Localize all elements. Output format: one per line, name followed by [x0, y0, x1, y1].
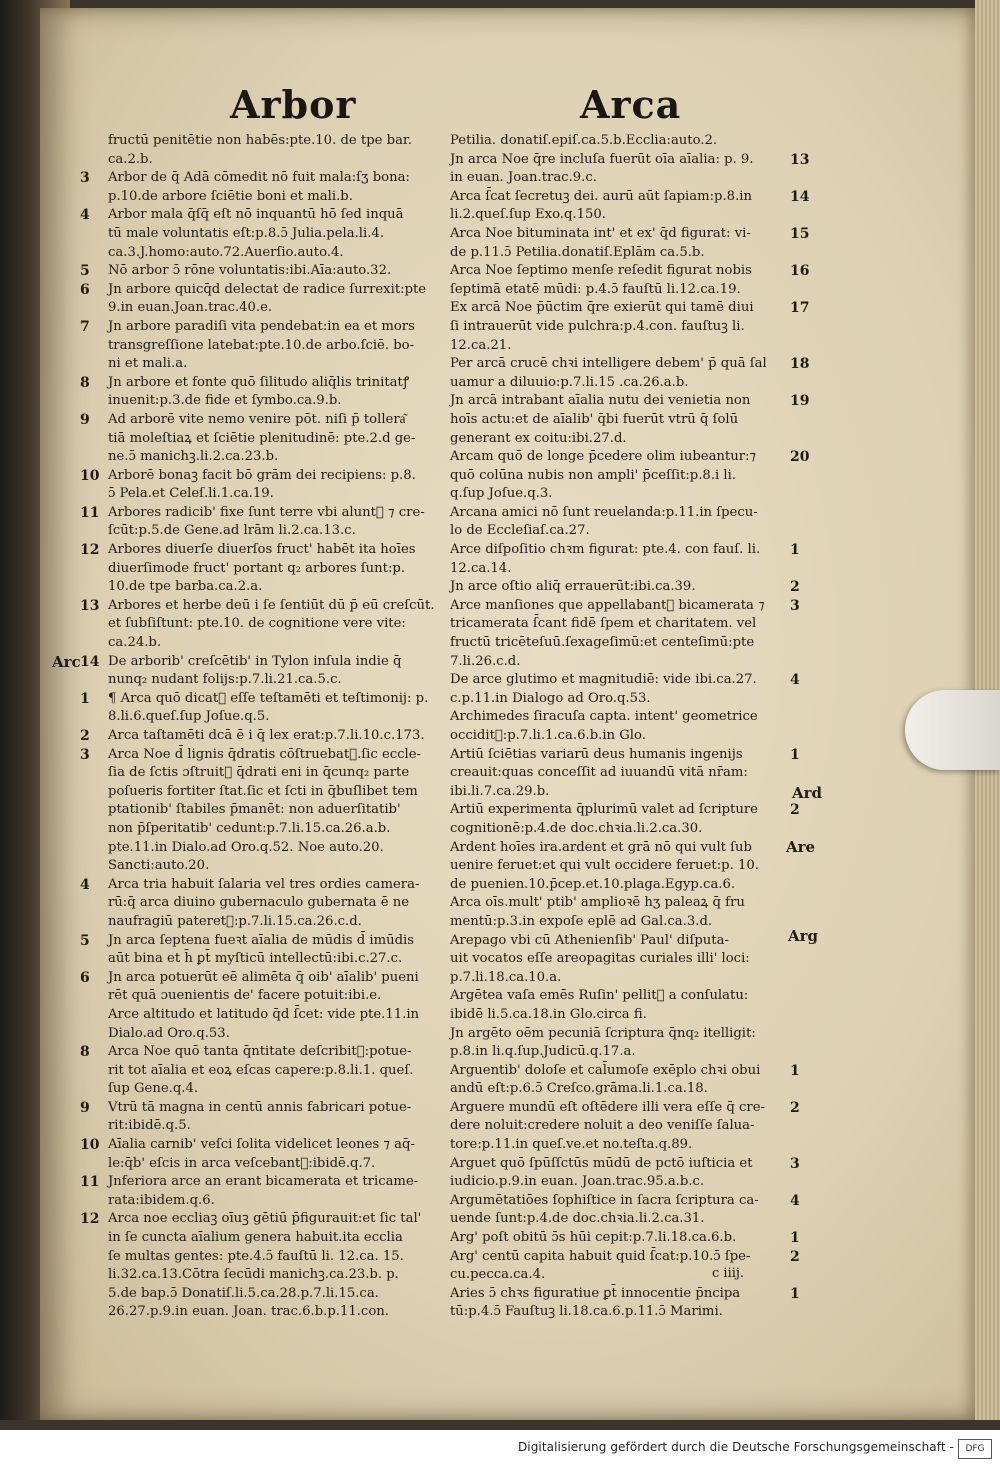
entry-line: ſup Gene.q.4.: [108, 1081, 199, 1097]
entry-line: Jn arbore quicq̄d delectat de radice ſurrexit:pte: [108, 281, 427, 297]
entry-line: Arguentib' doloſe et cal̄umoſe exēplo chꝛi obui: [450, 1062, 761, 1078]
entry-line: 9.in euan.Joan.trac.40.e.: [108, 300, 273, 316]
entry-line: tricamerata ſ̄cant fidē ſpem et charitatem. vel: [450, 616, 757, 632]
index-entry: [450, 671, 800, 708]
index-entry: [80, 969, 438, 1006]
entry-line: Arca Noe quō tanta q̄ntitate deſcribit᷑:potue-: [108, 1044, 412, 1060]
entry-line: in ſe cuncta aīalium genera habuit.ita ecclia: [108, 1230, 403, 1246]
index-entry: [450, 299, 810, 355]
entry-line: transgreſſione latebat:pte.10.de arbo.ſciē. bo-: [108, 337, 415, 353]
index-entry: [450, 1192, 800, 1229]
entry-line: Sancti:auto.20.: [108, 858, 210, 874]
entry-line: Jn argēto oēm pecuniā ſcriptura q̄nq₂ itelligit:: [450, 1025, 756, 1041]
entry-line: 10.de tpe barba.ca.2.a.: [108, 579, 263, 595]
entry-line: 26.27.p.9.in euan. Joan. trac.6.b.p.11.con.: [108, 1304, 389, 1320]
entry-line: ɔ̄ Pela.et Celeſ.li.1.ca.19.: [108, 486, 274, 502]
entry-line: poſueris fortiter ſtat.ſic et ſcti in q̄buſlibet tem: [108, 783, 418, 799]
entry-line: 8.li.6.queſ.ſup Joſue.q.5.: [108, 709, 270, 725]
entry-line: Ardent hoīes ira.ardent et grā nō qui vult ſub: [450, 839, 752, 855]
entry-number: 15: [790, 225, 810, 242]
entry-line: Arca Noe d̄ lignis q̄dratis cōſtruebat᷑.ſic eccle-: [108, 746, 421, 762]
entry-line: Aīalia carnib' veſci ſolita videlicet leones ⁊ aq̄-: [108, 1137, 415, 1153]
entry-line: ſeptimā etatē mūdi: p.4.ɔ̄ fauſtū li.12.ca.19.: [450, 281, 741, 297]
entry-number: 13: [80, 597, 100, 614]
entry-line: Jn arce oſtio aliq̄ errauerūt:ibi.ca.39.: [450, 579, 696, 595]
entry-line: De arce glutimo et magnitudiē: vide ibi.ca.27.: [450, 672, 757, 688]
entry-line: Arguere mundū eſt oſtēdere illi vera eſſe q̄ cre-: [450, 1099, 765, 1115]
entry-number: 16: [790, 263, 810, 280]
entry-line: ¶ Arca quō dicat᷑ eſſe teſtamēti et teſtimonij: p.: [108, 690, 429, 706]
entry-line: dere noluit:credere noluit a deo veniſſe ſalua-: [450, 1118, 755, 1134]
entry-line: Artiū experimenta q̄plurimū valet ad ſcripture: [450, 802, 758, 818]
entry-number: 1: [80, 690, 90, 707]
index-entry: [450, 262, 810, 299]
entry-number: 3: [80, 170, 90, 187]
footer-bar: [0, 1430, 1000, 1471]
entry-line: cu.pecca.ca.4.: [450, 1267, 546, 1283]
index-entry: [80, 1210, 438, 1322]
entry-line: mentū:p.3.in expoſe eplē ad Gal.ca.3.d.: [450, 913, 713, 929]
entry-line: Arca taſtamēti dcā ē i q̄ lex erat:p.7.li.10.c.173.: [108, 728, 425, 743]
entry-line: Aries ɔ̄ chꝛs figuratiue ꝑt̄ innocentie p̄ncipa: [450, 1285, 741, 1301]
entry-line: fructū penitētie non habēs:pte.10. de tpe bar.: [108, 133, 412, 148]
entry-number: 4: [80, 876, 90, 893]
index-entry: [80, 727, 438, 746]
index-entry: [450, 392, 810, 448]
index-entry: [80, 206, 438, 262]
entry-number: 6: [80, 281, 90, 298]
entry-line: li.32.ca.13.Cōtra ſecūdi manichꝫ.ca.23.b. p.: [108, 1267, 399, 1283]
signature-mark: c iiij.: [712, 1266, 745, 1281]
entry-line: non p̄ſperitatib' cedunt:p.7.li.15.ca.26.a.b.: [108, 820, 391, 836]
entry-line: tū:p.4.ɔ̄ Fauſtuꝫ li.18.ca.6.p.11.ɔ̄ Marimi.: [450, 1304, 723, 1320]
index-entry: [80, 597, 438, 653]
entry-line: nunq₂ nudant folijs:p.7.li.21.ca.5.c.: [108, 672, 342, 688]
entry-line: Arbores radicib' fixe ſunt terre vbi alunt᷑ ⁊ cre-: [108, 504, 425, 520]
index-entry: [80, 318, 438, 374]
entry-number: 1: [790, 1285, 800, 1302]
index-entry: [450, 1062, 800, 1099]
index-entry: [80, 504, 438, 541]
entry-number: 9: [80, 1099, 90, 1116]
entry-line: Jn arbore paradiſi vita pendebat:in ea et mors: [108, 318, 415, 334]
entry-number: 13: [790, 151, 810, 168]
entry-line: de p.11.ɔ̄ Petilia.donatiſ.Eplām ca.5.b.: [450, 244, 705, 260]
entry-line: Jn arca ſeptena fueꝛt aīalia de mūdis d̄ imūdis: [108, 932, 415, 948]
entry-number: 17: [790, 300, 810, 317]
entry-line: Arbor de q̄ Adā cōmedit nō fuit mala:ſʒ bona:: [108, 170, 410, 186]
index-entry: [80, 374, 438, 411]
entry-line: Arborē bonaꝫ facit bō grām dei recipiens: p.8.: [108, 467, 416, 483]
entry-line: Vtrū tā magna in centū annis fabricari potue-: [108, 1099, 412, 1115]
entry-line: Petilia. donatiſ.epiſ.ca.5.b.Ecclia:auto.2.: [450, 133, 718, 148]
entry-line: ſcūt:p.5.de Gene.ad lrām li.2.ca.13.c.: [108, 523, 356, 539]
entry-line: aūt bina et h̄ ꝑt̄ myſticū intellectū:ibi.c.27.c.: [108, 951, 403, 967]
index-entry: [450, 801, 800, 838]
entry-line: Argumētatiōes ſophiſtice in ſacra ſcriptura ca-: [450, 1192, 759, 1208]
entry-line: Arca ſ̄cat ſecretuꝫ dei. aurū aūt ſapiam:p.8.in: [450, 188, 752, 204]
entry-line: rū:q̄ arca diuino gubernaculo gubernata ē ne: [108, 895, 410, 911]
index-entry: [450, 151, 810, 188]
index-entry: [80, 262, 438, 281]
entry-line: uit vocatos eſſe areopagitas curiales illi' loci:: [450, 951, 750, 967]
entry-line: uende ſunt:p.4.de doc.chꝛia.li.2.ca.31.: [450, 1211, 705, 1227]
index-entry: [80, 932, 438, 969]
entry-line: li.2.queſ.ſup Exo.q.150.: [450, 207, 606, 223]
entry-line: ca.3.J.homo:auto.72.Auerſio.auto.4.: [108, 244, 344, 260]
entry-line: diuerſimode fruct' portant q₂ arbores ſunt:p.: [108, 560, 406, 576]
entry-line: Jn arca Noe q̄re incluſa fuerūt oīa aīalia: p. 9.: [450, 151, 754, 167]
entry-line: q.ſup Joſue.q.3.: [450, 486, 553, 502]
entry-number: 8: [80, 374, 90, 391]
entry-line: Arcana amici nō ſunt reuelanda:p.11.in ſpecu-: [450, 504, 758, 520]
entry-line: andū eſt:p.6.ɔ̄ Creſco.grāma.li.1.ca.18.: [450, 1081, 708, 1097]
entry-number: 7: [80, 318, 90, 335]
entry-line: Per arcā crucē chꝛi intelligere debem' p̄ quā ſal: [450, 356, 767, 372]
entry-line: generant ex coitu:ibi.27.d.: [450, 430, 627, 446]
entry-line: 5.de bap.ɔ̄ Donatiſ.li.5.ca.28.p.7.li.15.ca.: [108, 1285, 379, 1301]
entry-line: uenire feruet:et qui vult occidere feruet:p. 10.: [450, 858, 759, 874]
entry-line: rit tot aīalia et eoꝝ eſcas capere:p.8.li.1. queſ.: [108, 1062, 414, 1078]
entry-line: ſia de ſctis ɔſtruit᷑ q̄drati eni in q̄cunq₂ parte: [108, 765, 410, 781]
index-entry: [80, 876, 438, 932]
entry-line: Ex arcā Noe p̄ūctim q̄re exierūt qui tamē diui: [450, 300, 754, 316]
entry-line: p.7.li.18.ca.10.a.: [450, 969, 562, 985]
index-entry: [450, 578, 800, 597]
entry-line: ſe multas gentes: pte.4.ɔ̄ fauſtū li. 12.ca. 15.: [108, 1248, 404, 1264]
entry-line: lo de Eccleſiaſ.ca.27.: [450, 523, 590, 539]
entry-line: 7.li.26.c.d.: [450, 653, 521, 669]
index-entry: [450, 225, 810, 262]
entry-line: Archimedes ſiracuſa capta. intent' geometrice: [450, 709, 758, 725]
entry-number: 5: [80, 932, 90, 949]
entry-line: pte.11.in Dialo.ad Oro.q.52. Noe auto.20.: [108, 839, 384, 855]
entry-line: ca.24.b.: [108, 635, 162, 651]
entry-line: le:q̄b' eſcis in arca veſcebant᷑:ibidē.q.7.: [108, 1155, 376, 1171]
index-entry: [450, 504, 785, 541]
running-head-right: Arca: [580, 82, 682, 127]
index-entry: [80, 690, 438, 727]
dfg-logo: DFG: [958, 1439, 992, 1459]
entry-number: 19: [790, 393, 810, 410]
index-entry: [450, 708, 785, 745]
entry-number: 2: [790, 1248, 800, 1265]
entry-number: 1: [790, 746, 800, 763]
entry-number: 14: [790, 188, 810, 205]
index-entry: [450, 1025, 785, 1062]
entry-line: et ſubſiſtunt: pte.10. de cognitione vere vite:: [108, 616, 406, 632]
entry-line: Arepago vbi cū Athenienſib' Paul' diſputa-: [450, 932, 729, 948]
index-entry: [450, 1099, 800, 1155]
entry-number: 4: [790, 1192, 800, 1209]
entry-number: 2: [790, 802, 800, 819]
index-entry: [80, 169, 438, 206]
entry-number: 10: [80, 467, 100, 484]
entry-number: 6: [80, 969, 90, 986]
entry-line: Arce manſiones que appellabant᷑ bicamerata ⁊: [450, 597, 765, 613]
entry-line: Arbores diuerſe diuerſos fruct' habēt ita hoīes: [108, 542, 416, 558]
margin-label-are: Are: [786, 838, 816, 856]
entry-line: Ad arborē vite nemo venire pōt. niſi p̄ tollera͂: [108, 411, 406, 427]
entry-number: 1: [790, 1062, 800, 1079]
footer-credit: Digitalisierung gefördert durch die Deutsche Forschungsgemeinschaft -: [517, 1440, 954, 1454]
index-entry: [80, 1099, 438, 1136]
index-entry: [450, 839, 785, 895]
index-entry: [108, 132, 438, 169]
entry-line: de puenien.10.p̄cep.et.10.plaga.Egyp.ca.6.: [450, 876, 736, 892]
entry-number: 12: [80, 1211, 100, 1228]
index-entry: [450, 132, 785, 151]
entry-line: Arcam quō de longe p̄cedere olim iubeantur:⁊: [450, 449, 757, 465]
entry-number: 10: [80, 1137, 100, 1154]
entry-line: Dialo.ad Oro.q.53.: [108, 1025, 230, 1041]
entry-line: fructū tricēteſuū.ſexageſimū:et centeſimū:pte: [450, 635, 755, 651]
entry-line: Arbor mala q̄ſq̄ eſt nō inquantū hō ſed inquā: [108, 207, 404, 223]
entry-line: uamur a diluuio:p.7.li.15 .ca.26.a.b.: [450, 374, 689, 390]
entry-line: inuenit:p.3.de fide et ſymbo.ca.9.b.: [108, 393, 342, 409]
entry-line: rata:ibidem.q.6.: [108, 1192, 215, 1208]
margin-label-arg: Arg: [788, 927, 819, 945]
entry-line: Arca oīs.mult' ptib' amplioꝛē hʒ paleaꝝ q̄ fru: [450, 895, 745, 911]
entry-line: quō colūna nubis non ampli' p̄ceſſit:p.8.i li.: [450, 467, 737, 483]
entry-line: Arca tria habuit ſalaria vel tres ordies camera-: [108, 876, 420, 892]
right-column: [450, 132, 810, 1322]
entry-line: p.8.in li.q.ſup.Judicū.q.17.a.: [450, 1044, 636, 1060]
margin-label-ard: Ard: [792, 784, 823, 802]
entry-line: rēt quā ɔuenientis de' facere potuit:ibi.e.: [108, 988, 382, 1004]
entry-line: Arguet quō ſpūſſctūs mūdū de pctō iuſticia et: [450, 1155, 753, 1171]
entry-line: Arca noe eccliaꝫ oīuꝫ gētiū p̄figurauit:et ſic tal': [108, 1211, 422, 1227]
entry-line: Arbores et herbe deū i ſe ſentiūt dū p̄ eū creſcūt.: [108, 597, 435, 613]
entry-number: 1: [790, 542, 800, 559]
index-entry: [450, 355, 810, 392]
entry-number: 5: [80, 263, 90, 280]
index-entry: [450, 448, 810, 504]
entry-line: in euan. Joan.trac.9.c.: [450, 170, 597, 186]
entry-number: 3: [80, 746, 90, 763]
entry-line: Arg' centū capita habuit quid ſ̄cat:p.10.ɔ̄ ſpe-: [450, 1248, 751, 1264]
entry-line: Arce altitudo et latitudo q̄d ſ̄cet: vide pte.11.in: [108, 1006, 420, 1022]
index-entry: [80, 281, 438, 318]
entry-number: 12: [80, 542, 100, 559]
entry-line: hoīs actu:et de aīalib' q̄bi fuerūt vtrū q̄ ſolū: [450, 411, 739, 427]
page-clip-tab: [905, 690, 1000, 770]
entry-line: tore:p.11.in queſ.ve.et no.teſta.q.89.: [450, 1137, 693, 1153]
entry-line: cognitionē:p.4.de doc.chꝛia.li.2.ca.30.: [450, 820, 703, 836]
entry-line: Artiū ſciētias variarū deus humanis ingenijs: [450, 746, 743, 762]
entry-number: 11: [80, 504, 100, 521]
entry-line: Jn arcā intrabant aīalia nutu dei venietia non: [450, 393, 751, 409]
index-entry: [80, 411, 438, 467]
entry-line: naufragiū pateret᷑:p.7.li.15.ca.26.c.d.: [108, 913, 362, 929]
entry-line: ſi intrauerūt vide pulchra:p.4.con. fauſtuꝫ li.: [450, 318, 745, 334]
entry-line: Arca Noe bituminata int' et ex' q̄d figurat: vi-: [450, 225, 751, 241]
entry-line: Argētea vaſa emēs Ruſin' pellit᷑ a conſulatu:: [450, 988, 749, 1004]
entry-line: Arg' poſt obitū ɔ̄s hūi cepit:p.7.li.18.ca.6.b.: [450, 1230, 737, 1246]
entry-line: ni et mali.a.: [108, 356, 188, 372]
entry-line: tū male voluntatis eſt:p.8.ɔ̄ Julia.pela.li.4.: [108, 225, 385, 241]
index-entry: [80, 1043, 438, 1099]
entry-line: Jn arca potuerūt eē alimēta q̄ oib' aīalib' pueni: [108, 969, 419, 985]
index-entry: [450, 746, 800, 802]
entry-line: iudicio.p.9.in euan. Joan.trac.95.a.b.c.: [450, 1174, 705, 1190]
index-entry: [108, 1006, 438, 1043]
running-head-left: Arbor: [230, 82, 357, 127]
left-column: [80, 132, 438, 1322]
entry-number: 1: [790, 1230, 800, 1247]
entry-line: Nō arbor ɔ̄ rōne voluntatis:ibi.Aīa:auto.32.: [108, 263, 392, 279]
entry-line: Jn arbore et fonte quō ſilitudo aliq̄lis trinitatꝭ: [108, 374, 410, 390]
entry-number: 20: [790, 449, 810, 466]
index-entry: [80, 1136, 438, 1173]
entry-line: ibidē li.5.ca.18.in Glo.circa fi.: [450, 1006, 647, 1022]
index-entry: [450, 1285, 800, 1322]
entry-line: p.10.de arbore ſciētie boni et mali.b.: [108, 188, 353, 204]
entry-line: 12.ca.14.: [450, 560, 512, 576]
entry-number: 3: [790, 597, 800, 614]
index-entry: [80, 541, 438, 597]
entry-line: Arca Noe ſeptimo menſe reſedit figurat nobis: [450, 263, 752, 279]
index-entry: [450, 894, 785, 931]
entry-line: ptationib' ſtabiles p̄manēt: non aduerſitatib': [108, 802, 401, 818]
entry-line: ibi.li.7.ca.29.b.: [450, 783, 550, 799]
entry-number: 8: [80, 1044, 90, 1061]
entry-line: 12.ca.21.: [450, 337, 512, 353]
entry-line: rit:ibidē.q.5.: [108, 1118, 191, 1134]
entry-number: 18: [790, 356, 810, 373]
entry-number: 2: [790, 1099, 800, 1116]
entry-number: 14: [80, 653, 100, 670]
index-entry: [80, 653, 438, 690]
entry-line: c.p.11.in Dialogo ad Oro.q.53.: [450, 690, 651, 706]
index-entry: [80, 467, 438, 504]
entry-number: 11: [80, 1174, 100, 1191]
index-entry: [450, 188, 810, 225]
index-entry: [450, 987, 785, 1024]
entry-line: ne.ɔ̄ manichꝫ.li.2.ca.23.b.: [108, 449, 279, 465]
index-entry: [450, 597, 800, 671]
index-entry: [450, 1155, 800, 1192]
entry-line: Jnferiora arce an erant bicamerata et tricame-: [108, 1174, 419, 1190]
entry-line: creauit:quas conceſſit ad iuuandū vitā nr̄am:: [450, 765, 748, 781]
entry-number: 2: [790, 579, 800, 596]
entry-number: 2: [80, 728, 90, 744]
entry-number: 9: [80, 411, 90, 428]
entry-line: occidit᷑:p.7.li.1.ca.6.b.in Glo.: [450, 728, 646, 743]
index-entry: [450, 932, 785, 988]
entry-number: 4: [80, 207, 90, 224]
index-entry: [80, 1173, 438, 1210]
margin-label-arc: Arc: [52, 653, 81, 671]
entry-number: 3: [790, 1155, 800, 1172]
entry-line: ca.2.b.: [108, 151, 153, 167]
entry-number: 4: [790, 672, 800, 689]
index-entry: [450, 1229, 800, 1248]
index-entry: [450, 541, 800, 578]
index-entry: [80, 746, 438, 876]
entry-line: De arborib' creſcētib' in Tylon inſula indie q̄: [108, 653, 402, 669]
entry-line: tiā moleſtiaꝝ et ſciētie plenitudinē: pte.2.d ge-: [108, 430, 416, 446]
entry-line: Arce diſpoſitio chꝛm figurat: pte.4. con fauſ. li.: [450, 542, 761, 558]
